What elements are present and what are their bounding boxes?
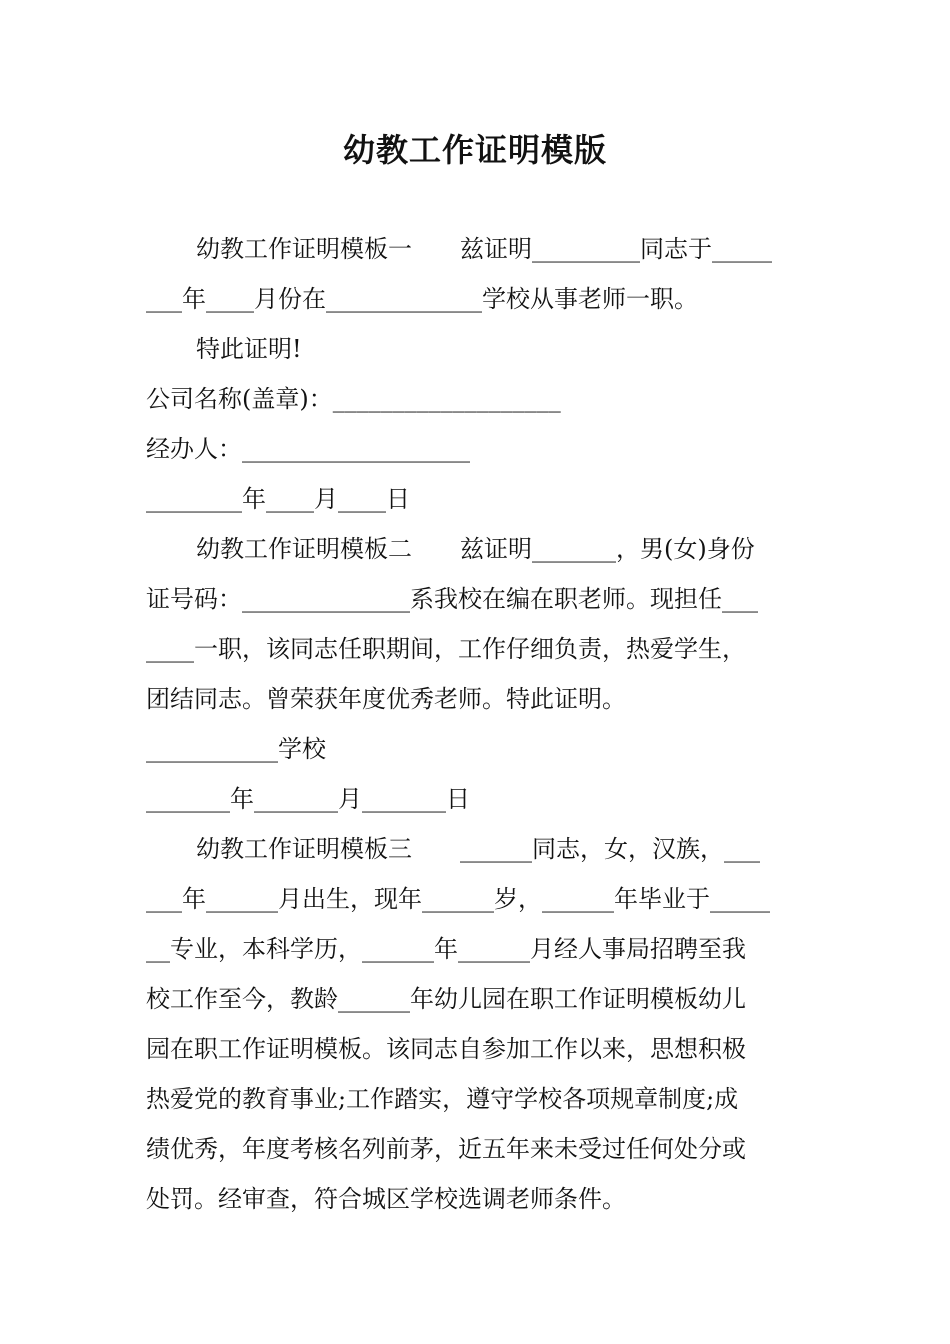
date-line: ________年____月____日 (146, 485, 410, 513)
template-one-heading-line: 幼教工作证明模板一 兹证明_________同志于_____ (196, 235, 772, 263)
company-seal-line: 公司名称(盖章)：___________________ (146, 385, 561, 413)
template-three-body-line: ___年______月出生，现年______岁，______年毕业于_____ (146, 885, 770, 913)
certification-phrase: 特此证明! (196, 335, 302, 363)
school-signature-line: ___________学校 (146, 735, 326, 763)
template-two-body-line: 团结同志。曾荣获年度优秀老师。特此证明。 (146, 685, 626, 713)
document-body (146, 224, 808, 1224)
template-three-body-line: 绩优秀，年度考核名列前茅，近五年来未受过任何处分或 (146, 1135, 746, 1163)
template-three-heading-line: 幼教工作证明模板三 ______同志，女，汉族，___ (196, 835, 760, 863)
template-three-body-line: __专业，本科学历，______年______月经人事局招聘至我 (146, 935, 746, 963)
template-two-body-line: ____一职，该同志任职期间，工作仔细负责，热爱学生， (146, 635, 746, 663)
template-three-body-line: 热爱党的教育事业;工作踏实，遵守学校各项规章制度;成 (146, 1085, 739, 1113)
handler-line: 经办人：___________________ (146, 435, 470, 463)
document-title: 幼教工作证明模版 (342, 131, 607, 169)
template-three-body-line: 处罚。经审查，符合城区学校选调老师条件。 (146, 1185, 626, 1213)
template-three-body-line: 园在职工作证明模板。该同志自参加工作以来，思想积极 (146, 1035, 746, 1063)
template-one-body-line: ___年____月份在_____________学校从事老师一职。 (146, 285, 698, 313)
template-two-body-line: 证号码：______________系我校在编在职老师。现担任___ (146, 585, 758, 613)
date-line: _______年_______月_______日 (146, 785, 470, 813)
template-three-body-line: 校工作至今，教龄______年幼儿园在职工作证明模板幼儿 (146, 985, 746, 1013)
template-two-heading-line: 幼教工作证明模板二 兹证明_______，男(女)身份 (196, 535, 755, 563)
